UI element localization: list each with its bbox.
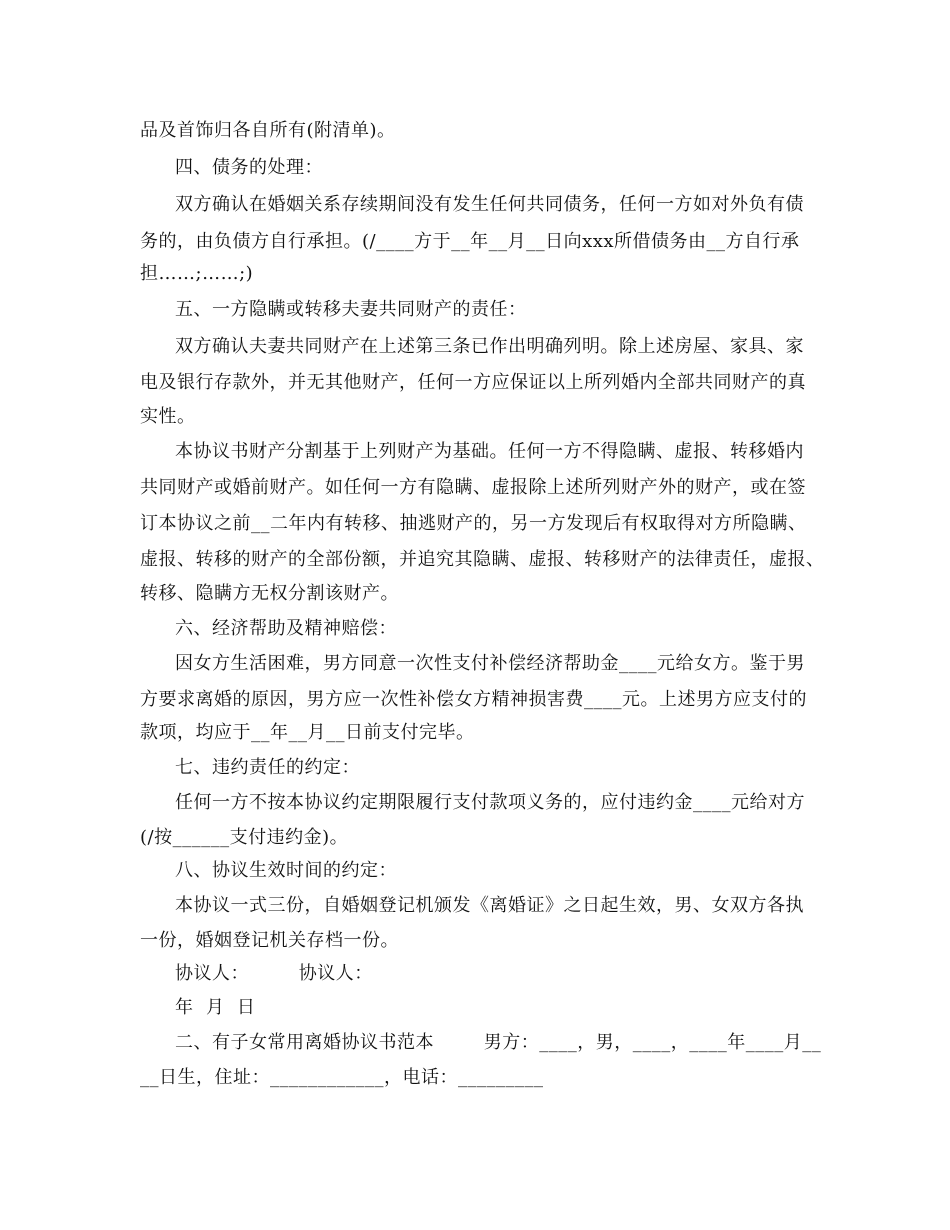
text-line: 务的，由负债方自行承担。(/____方于__年__月__日向xxx所借债务由__方自行承 (140, 231, 800, 252)
text-line: 任何一方不按本协议约定期限履行支付款项义务的，应付违约金____元给对方 (175, 792, 805, 813)
text-line: 方要求离婚的原因，男方应一次性补偿女方精神损害费____元。上述男方应支付的 (140, 689, 807, 710)
text-line: 双方确认夫妻共同财产在上述第三条已作出明确列明。除上述房屋、家具、家 (175, 336, 804, 357)
text-line: 电及银行存款外，并无其他财产，任何一方应保证以上所列婚内全部共同财产的真 (140, 372, 806, 393)
text-line: 品及首饰归各自所有(附清单)。 (140, 120, 396, 141)
section-heading-effective-date: 八、协议生效时间的约定： (175, 860, 397, 881)
text-line: 双方确认在婚姻关系存续期间没有发生任何共同债务，任何一方如对外负有债 (175, 194, 804, 215)
text-line: 共同财产或婚前财产。如任何一方有隐瞒、虚报除上述所列财产外的财产，或在签 (140, 477, 806, 498)
text-line: 转移、隐瞒方无权分割该财产。 (140, 583, 399, 604)
text-line: 款项，均应于__年__月__日前支付完毕。 (140, 722, 475, 743)
text-line: 担……;……;) (140, 263, 254, 284)
text-line: 订本协议之前__二年内有转移、抽逃财产的，另一方发现后有权取得对方所隐瞒、 (140, 513, 807, 534)
signature-line: 协议人： 协议人： (175, 963, 373, 984)
text-line: 实性。 (140, 406, 196, 427)
text-line: 因女方生活困难，男方同意一次性支付补偿经济帮助金____元给女方。鉴于男 (175, 653, 805, 674)
text-line: (/按______支付违约金)。 (140, 827, 349, 848)
section-heading-debts: 四、债务的处理： (175, 157, 323, 178)
text-line: 本协议书财产分割基于上列财产为基础。任何一方不得隐瞒、虚报、转移婚内 (175, 441, 804, 462)
text-line: 本协议一式三份，自婚姻登记机颁发《离婚证》之日起生效，男、女双方各执 (175, 895, 804, 916)
section-heading-compensation: 六、经济帮助及精神赔偿： (175, 618, 397, 639)
text-line: 一份，婚姻登记机关存档一份。 (140, 930, 399, 951)
section-heading-concealment: 五、一方隐瞒或转移夫妻共同财产的责任： (175, 299, 527, 320)
text-line: 二、有子女常用离婚协议书范本 男方：____，男，____，____年____月__ (175, 1032, 822, 1053)
section-heading-breach: 七、违约责任的约定： (175, 757, 360, 778)
text-line: __日生，住址：____________，电话：_________ (140, 1067, 544, 1088)
text-line: 虚报、转移的财产的全部份额，并追究其隐瞒、虚报、转移财产的法律责任，虚报、 (140, 549, 825, 570)
date-line: 年 月 日 (175, 997, 256, 1018)
